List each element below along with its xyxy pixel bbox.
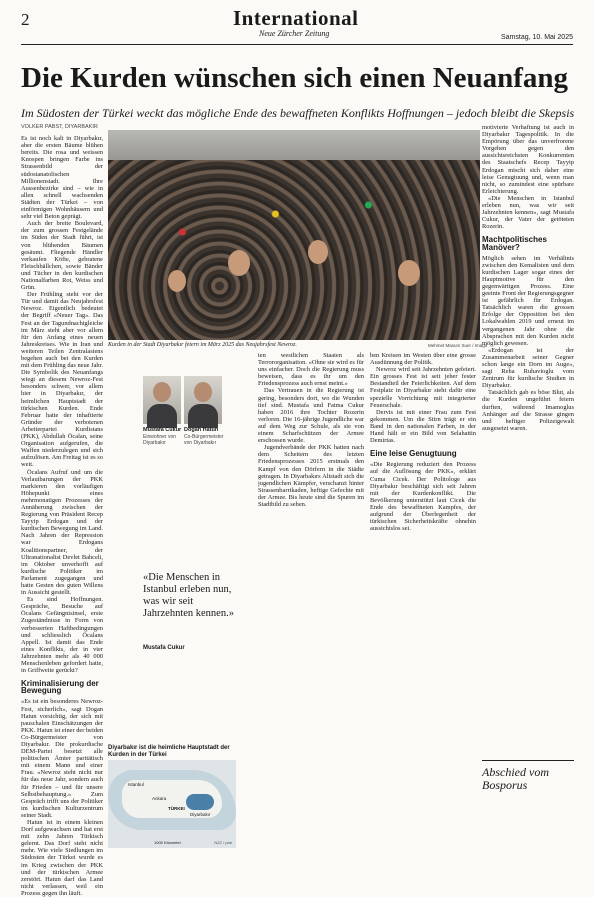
paragraph: Hatun ist in einem kleinen Dorf aufgewachsen und hat erst mit zehn Jahren Türkisch gelernt. Das Dorf steht nicht mehr. Wie viele Siedlungen im Südosten der Türkei wurde es im Krieg zwischen der PKK und der türkischen Armee zerstört. Hatun darf das Land nicht verlassen, weil ein Prozess gegen ihn läuft. (21, 819, 103, 897)
paragraph: Auch der breite Boulevard, der zum grossen Festgelände im Süden der Stadt führt, ist von blühenden Bäumen gesäumt. Fliegende Händler verkaufen Köfte, gebratene Fleischbällchen, sowie Bänder und Tücher in den kurdischen Nationalfarben Rot, Weiss und Grün. (21, 220, 103, 292)
paragraph: Es sind Hoffnungen. Gespräche, Besuche auf Öcalans Gefängnisinsel, erste Zugeständnisse in Form von verbesserten Haftbedingungen und schliesslich Öcalans Appell. Ist damit das Ende eines Konflikts, der in vier Jahrzehnten mehr als 40 000 Menschenleben gefordert hatte, in Griffweite gerückt? (21, 596, 103, 675)
paragraph: Es ist noch kalt in Diyarbakır, aber die ersten Bäume blühen bereits. Die rosa und weissen Knospen bringen Farbe ins Strassenbild der südostanatolischen Millionenstadt. Ihre Aussenbezirke sind – wie in allen schnell wachsenden Städten der Türkei – von einförmigen Wohnhäusern und sehr viel Beton geprägt. (21, 135, 103, 221)
paragraph: ben Kreisen im Westen über eine grosse Ausdünnung der Politik. (370, 352, 476, 367)
paragraph: «Die Regierung reduziert den Prozess auf die Auflösung der PKK», erklärt Cuma Cicek. Der Politologe aus Diyarbakır beschäftigt sich seit Jahren mit der Kurdenkonflikt. Die Bevölkerung unterstützt laut Cicek die Ende des bewaffneten Kampfes, der aufgrund der Überlegenheit der türkischen Sicherheitskräfte ohnehin aussichtslos sei. (370, 461, 476, 533)
article-column-2 (258, 352, 364, 852)
section-title: International (233, 6, 359, 30)
paragraph: motivierte Verhaftung ist auch in Diyarbakır Tagespolitik. In die Empörung über das unverfrorene Vorgehen gegen den aussichtsreichsten Konkurrenten des Staatschefs Recep Tayyip Erdogan mischt sich daher eine leise Genugtuung und, wenn man nicht, so zumindest eine spürbare Erleichterung. (482, 124, 574, 195)
subheading: Kriminalisierung der Bewegung (21, 679, 99, 696)
article-subhead: Im Südosten der Türkei weckt das mögliche Ende des bewaffneten Konflikts Hoffnungen – jedoch bleibt die Skepsis (21, 106, 575, 120)
paragraph: Der Frühling steht vor der Tür und damit das Neujahrsfest Newroz. Eigentlich bedeutet der Begriff «Neuer Tag». Das Fest an der Tagundnachtgleiche im März steht aber vor allem für den Anfang eines neuen Jahreskreises. Wie in Iran und weiteren Teilen Zentralasiens begehen auch bei den Kurden mit dem Frühling das neue Jahr. Die Symbolik des Neuanfangs wiegt an diesem Newroz-Fest besonders schwer, vor allem hier in Diyarbakır, der heimlichen Hauptstadt der türkischen Kurden. Ende Februar hatte der inhaftierte Gründer der verbotenen Arbeiterpartei Kurdistans (PKK), Abdullah Öcalan, seine Organisation aufgerufen, die Waffen niederzulegen und sich aufzulösen. Am Freitag ist es so weit. (21, 291, 104, 469)
person-name: Dogan Hatun (184, 427, 219, 433)
masthead-rule (21, 44, 573, 45)
article-column-1 (21, 124, 104, 897)
map-title: Diyarbakır ist die heimliche Hauptstadt der Kurden in der Türkei (108, 745, 230, 758)
paragraph: «Erdogan ist der Zusammenarbeit seiner Gegner schon lange ein Dorn im Auge», sagt Reha Ruhavioglu vom Zentrum für kurdische Studien in Diyarbakır. (482, 346, 574, 390)
photo-face (168, 270, 186, 292)
pull-quote-author: Mustafa Cukur (143, 645, 185, 651)
turkey-map (108, 760, 236, 848)
person-role: Einwohner von Diyarbakır (143, 434, 177, 446)
portrait-mustafa-cukur (143, 376, 181, 424)
photo-face (228, 250, 250, 276)
paragraph: Das Vertrauen in die Regierung ist gering, besonders dort, wo die Wunden tief sind. Mustafa und Fatma Cukur haben 2016 ihre Tochter Rozerin verloren. Die 16-jährige Jugendliche war auf dem Weg zur Schule, als sie von einem Scharfschützen der Armee erschossen wurde. (258, 387, 364, 445)
map-kurdish-region (186, 794, 214, 810)
article-headline: Die Kurden wünschen sich einen Neuanfang (21, 62, 569, 94)
paragraph: Dervis ist mit einer Frau zum Fest gekommen. Um die Stirn trägt er ein Band in den nationalen Farben, in der Hand hält er ein Bild von Selahattin Demirtas. (370, 408, 476, 445)
newroz-crowd-photo (108, 130, 480, 340)
author-byline: VOLKER PABST, DIYARBAKIR (21, 124, 98, 130)
person-role: Co-Bürgermeister von Diyarbakır (184, 434, 224, 446)
paragraph: ten westlichen Staaten als Terrororganisation. «Ohne sie wird es für uns einfacher. Doch die Regierung muss beweisen, dass es ihr um den Friedensprozess auch ernst meint.» (258, 352, 364, 388)
issue-date: Samstag, 10. Mai 2025 (501, 34, 573, 41)
pull-quote: «Die Menschen in Istanbul erleben nun, was wir seit Jahrzehnten kennen.» (143, 572, 234, 619)
article-column-4 (482, 124, 574, 754)
photo-face (398, 260, 420, 286)
map-label-country: TÜRKEI (168, 806, 185, 811)
subheading: Eine leise Genugtuung (370, 449, 457, 459)
sidebar-rule (482, 760, 574, 761)
photo-caption: Kurden in der Stadt Diyarbakır feiern im März 2025 das Neujahrsfest Newroz. (108, 342, 297, 348)
article-column-3 (370, 352, 476, 852)
paragraph: Möglich sehen im Verhältnis zwischen den Kemalisten und dem kurdischen Lager sogar eines der Hauptmotive für den gegenwärtigen Prozess. Eine geeinte Front der Regierungsgegner ist gefährlich für Erdogan. Tatsächlich waren die grossen Erfolge der Opposition bei den Lokalwahlen 2019 und erneut im vergangenen Jahr ohne die Absprachen mit den Kurden nicht möglich gewesen. (482, 254, 574, 347)
photo-face (308, 240, 328, 264)
paragraph: «Es ist ein besonderes Newroz-Fest, sicherlich», sagt Dogan Hatun vorsichtig, der sich mit pauschalen Einschätzungen der PKK. Hatun ist einer der beiden Co-Bürgermeister von Diyarbakır. Die prokurdische DEM-Partei besetzt alle politischen Ämter paritätisch mit einem Mann und einer Frau. «Newroz steht nicht nur für das neue Jahr, sondern auch für Frieden – und für unsere Selbstbehauptung.» Zum Gespräch trifft uns der Politiker im kurdischen Kulturzentrum seiner Stadt. (21, 698, 103, 819)
map-label-istanbul: Istanbul (128, 782, 144, 787)
newspaper-name: Neue Zürcher Zeitung (259, 29, 330, 38)
map-label-ankara: Ankara (152, 796, 167, 801)
page-number: 2 (21, 10, 30, 29)
paragraph: Öcalans Aufruf und um die Verlautbarungen der PKK markieren den vorläufigen Höhepunkt eines mehrmonatigen Prozesses der Annäherung zwischen der Regierung von Präsident Recep Tayyip Erdogan und der kurdischen Bewegung im Land. Nach Jahren der Repression war Erdogans Koalitionspartner, der Ultranationalist Devlet Bahceli, im Oktober unverhofft auf kurdische Politiker im Parlament zugegangen und hatte Gesten des guten Willens in Aussicht gestellt. (21, 468, 103, 597)
paragraph: Tatsächlich gab es böse Blut, als die Kurden ungeführt feiern durften, während Imamoglus Anhänger auf die Strasse gingen und heftiger Polizeigewalt ausgesetzt waren. (482, 389, 574, 432)
photo-crowd (108, 160, 480, 340)
subheading: Machtpolitisches Manöver? (482, 235, 547, 252)
paragraph: Newroz wird seit Jahrzehnten gefeiert. Ein grosses Fest ist seit jeher fester Bestandteil der Feierlichkeiten. Auf dem Festplatz in Diyarbakır steht dafür eine spezielle Vorrichtung mit integrierter Feuerschale. (370, 366, 476, 409)
map-scale: 1000 Kilometer (154, 840, 181, 845)
map-label-diyarbakir: Diyarbakır (190, 812, 211, 817)
paragraph: Jugendverbände der PKK hatten nach dem Scheitern des letzten Friedensprozesses 2015 erstmals den Kampf von den Dörfern in die Städte getragen. In Diyarbakırs Altstadt sich die jugendlichen Kämpfer, verschanzt hinter Strassenbarrikaden, heftige Gefechte mit der Armee. Bis heute sind die Spuren im Stadtbild zu sehen. (258, 444, 364, 508)
photo-credit: Mehmet Masum Suer / Imago (428, 343, 488, 348)
paragraph: «Die Menschen in Istanbul erleben nun, was wir seit Jahrzehnten kennen», sagt Mustafa Cukur, der Vater der getöteten Rozerin. (482, 194, 574, 231)
person-name: Mustafa Cukur (143, 427, 182, 433)
map-source: NZZ / pab (214, 840, 232, 845)
sidebar-headline: Abschied vom Bosporus (482, 765, 549, 792)
portrait-dogan-hatun (184, 376, 222, 424)
